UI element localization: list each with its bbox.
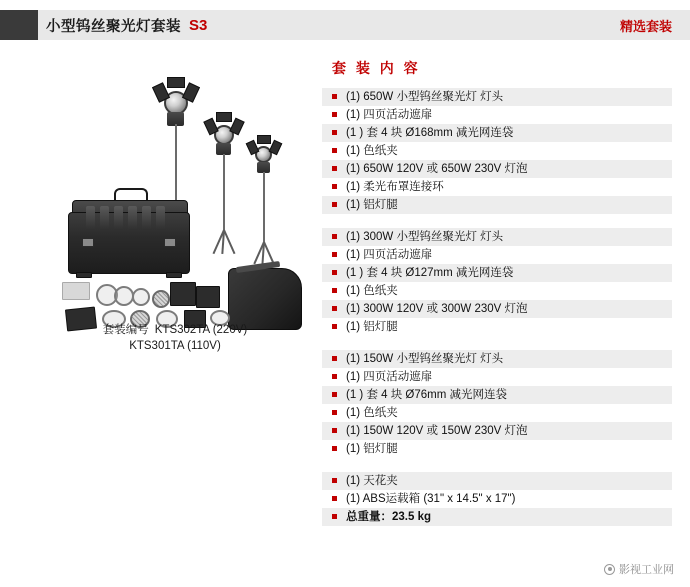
list-item-text: (1) 铝灯腿	[346, 199, 398, 211]
bullet-icon	[332, 374, 337, 379]
page-title: 小型钨丝聚光灯套装	[46, 18, 181, 35]
stand-pole	[223, 154, 225, 232]
page-header	[0, 10, 690, 40]
bullet-icon	[332, 356, 337, 361]
list-item	[322, 160, 672, 178]
list-item	[322, 368, 672, 386]
bullet-icon	[332, 202, 337, 207]
caption-model-2: KTS301TA (110V)	[129, 340, 221, 352]
accessory-barndoor-set	[170, 282, 196, 306]
list-item-text: (1) 色纸夹	[346, 285, 398, 297]
list-item	[322, 178, 672, 196]
bullet-icon	[332, 324, 337, 329]
case-handle	[114, 188, 148, 200]
accessory-gel-sheet	[62, 282, 90, 300]
header-accent-block	[0, 10, 38, 40]
list-item	[322, 264, 672, 282]
product-photo-panel	[30, 60, 320, 350]
carry-bag	[228, 268, 302, 330]
barndoor-icon	[257, 135, 271, 144]
bullet-icon	[332, 288, 337, 293]
list-item	[322, 142, 672, 160]
list-item-text: (1 ) 套 4 块 Ø127mm 减光网连袋	[346, 267, 514, 279]
content-group-misc	[322, 472, 672, 526]
bullet-icon	[332, 428, 337, 433]
list-item	[322, 490, 672, 508]
list-item-text: (1) 铝灯腿	[346, 321, 398, 333]
case-foot	[76, 272, 92, 278]
bullet-icon	[332, 234, 337, 239]
kit-contents-panel	[322, 58, 672, 540]
total-weight-text: 总重量：23.5 kg	[346, 511, 431, 523]
product-photo	[30, 60, 320, 310]
photo-caption	[30, 322, 320, 354]
spotlight-head-300w	[204, 120, 244, 150]
kit-code: S3	[189, 16, 208, 34]
bullet-icon	[332, 446, 337, 451]
stand-pole	[263, 172, 265, 244]
case-latch	[164, 238, 176, 247]
total-weight-row	[322, 508, 672, 526]
bullet-icon	[332, 130, 337, 135]
bullet-icon	[332, 392, 337, 397]
content-group-300w	[322, 228, 672, 336]
content-group-150w	[322, 350, 672, 458]
list-item-text: (1) 四页活动遮扉	[346, 249, 433, 261]
list-item	[322, 404, 672, 422]
case-ribs	[86, 206, 174, 230]
list-item	[322, 106, 672, 124]
barndoor-icon	[167, 77, 185, 88]
stand-leg	[223, 230, 235, 255]
list-item-text: (1) 150W 小型钨丝聚光灯 灯头	[346, 353, 504, 365]
list-item-text: (1) 色纸夹	[346, 407, 398, 419]
list-item	[322, 472, 672, 490]
accessory-ring	[114, 286, 134, 306]
list-item-text: (1) 650W 小型钨丝聚光灯 灯头	[346, 91, 504, 103]
list-item-text: (1) 色纸夹	[346, 145, 398, 157]
list-item	[322, 300, 672, 318]
bullet-icon	[332, 252, 337, 257]
bullet-icon	[332, 410, 337, 415]
list-item	[322, 196, 672, 214]
list-item	[322, 282, 672, 300]
list-item-text: (1) 四页活动遮扉	[346, 109, 433, 121]
light-stand-2	[200, 120, 248, 250]
header-category-label: 精选套装	[619, 18, 672, 34]
bullet-icon	[332, 478, 337, 483]
bullet-icon	[332, 496, 337, 501]
stand-pole	[175, 124, 177, 206]
accessory-ring	[132, 288, 150, 306]
case-latch	[82, 238, 94, 247]
bullet-icon	[332, 94, 337, 99]
list-item	[322, 228, 672, 246]
list-item	[322, 440, 672, 458]
list-item-text: (1 ) 套 4 块 Ø168mm 减光网连袋	[346, 127, 514, 139]
list-item-text: (1) 铝灯腿	[346, 443, 398, 455]
list-item-text: (1) 天花夹	[346, 475, 398, 487]
list-item-text: (1) 柔光布罩连接环	[346, 181, 444, 193]
list-item-text: (1) 300W 120V 或 300W 230V 灯泡	[346, 303, 528, 315]
bullet-icon	[332, 184, 337, 189]
bullet-icon	[332, 112, 337, 117]
list-item-text: (1) 300W 小型钨丝聚光灯 灯头	[346, 231, 504, 243]
watermark-logo-icon	[604, 564, 615, 575]
caption-line-2	[30, 338, 320, 354]
spotlight-head-650w	[153, 86, 199, 120]
bullet-icon	[332, 306, 337, 311]
bullet-icon	[332, 514, 337, 519]
list-item-text: (1) ABS运载箱 (31" x 14.5" x 17")	[346, 493, 516, 505]
watermark-text: 影视工业网	[619, 564, 674, 576]
list-item-text: (1 ) 套 4 块 Ø76mm 减光网连袋	[346, 389, 508, 401]
list-item	[322, 386, 672, 404]
stand-leg	[261, 242, 265, 264]
list-item-text: (1) 150W 120V 或 150W 230V 灯泡	[346, 425, 528, 437]
accessory-barndoor-set	[196, 286, 220, 308]
site-watermark	[604, 561, 674, 577]
light-stand-3	[242, 142, 286, 260]
list-item	[322, 246, 672, 264]
caption-label: 套装编号	[102, 324, 149, 336]
caption-model-1: KTS302TA (220V)	[154, 324, 248, 336]
list-item-text: (1) 四页活动遮扉	[346, 371, 433, 383]
section-title: 套 装 内 容	[332, 60, 421, 76]
content-group-650w	[322, 88, 672, 214]
bullet-icon	[332, 270, 337, 275]
accessory-scrim	[152, 290, 170, 308]
caption-line-1	[30, 322, 320, 338]
list-item-text: (1) 650W 120V 或 650W 230V 灯泡	[346, 163, 528, 175]
spotlight-head-150w	[247, 142, 281, 168]
list-item	[322, 124, 672, 142]
bullet-icon	[332, 166, 337, 171]
list-item	[322, 318, 672, 336]
list-item	[322, 422, 672, 440]
case-foot	[166, 272, 182, 278]
barndoor-icon	[216, 112, 232, 122]
bullet-icon	[332, 148, 337, 153]
list-item	[322, 350, 672, 368]
list-item	[322, 88, 672, 106]
stand-leg	[221, 230, 225, 254]
